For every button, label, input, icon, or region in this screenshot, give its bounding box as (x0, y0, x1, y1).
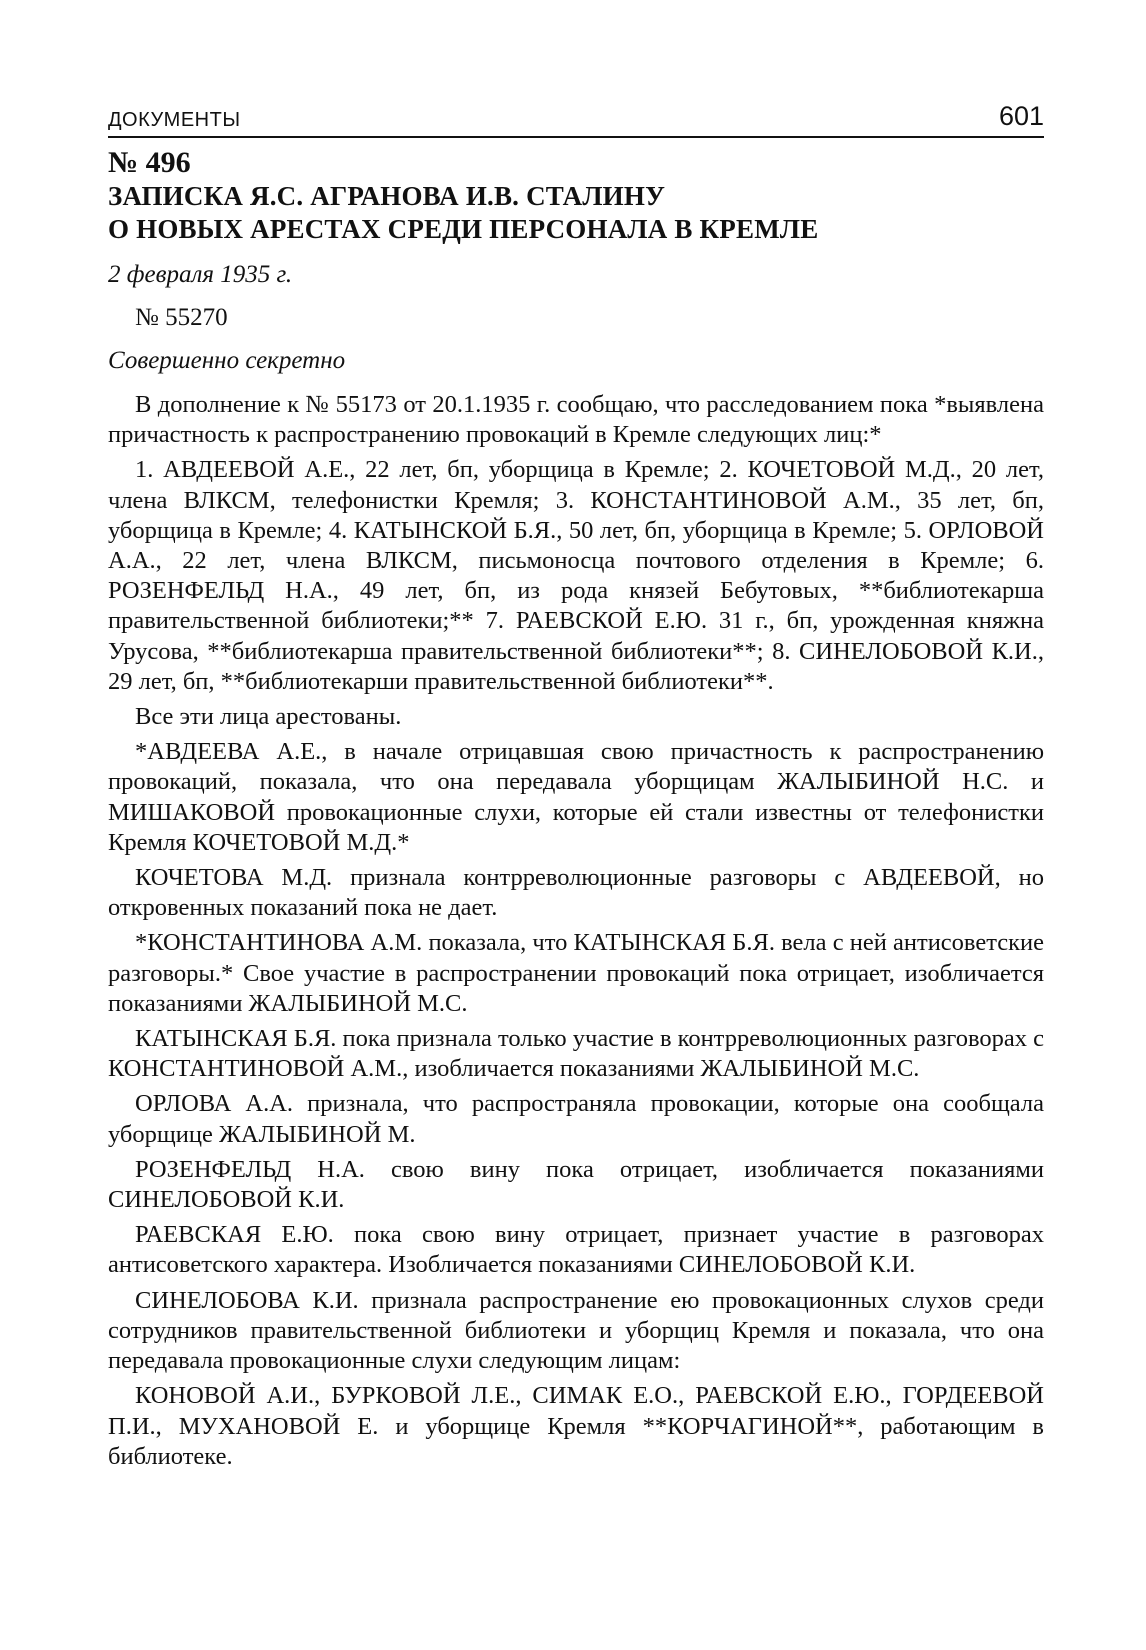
paragraph: КОЧЕТОВА М.Д. признала контрреволюционные разговоры с АВДЕЕВОЙ, но откровенных показаний пока не дает. (108, 864, 1044, 922)
paragraph: КОНОВОЙ А.И., БУРКОВОЙ Л.Е., СИМАК Е.О., РАЕВСКОЙ Е.Ю., ГОРДЕЕВОЙ П.И., МУХАНОВОЙ Е. и уборщице Кремля **КОРЧАГИНОЙ**, работающим в библиотеке. (108, 1382, 1044, 1470)
paragraph: РОЗЕНФЕЛЬД Н.А. свою вину пока отрицает, изобличается показаниями СИНЕЛОБОВОЙ К.И. (108, 1155, 1044, 1214)
document-title-line-1: ЗАПИСКА Я.С. АГРАНОВА И.В. СТАЛИНУ (108, 181, 666, 211)
document-page (108, 92, 1044, 1477)
paragraph: РАЕВСКАЯ Е.Ю. пока свою вину отрицает, признает участие в разговорах антисоветского характера. Изобличается показаниями СИНЕЛОБОВОЙ К.И. (108, 1221, 1044, 1279)
document-title-line-2: О НОВЫХ АРЕСТАХ СРЕДИ ПЕРСОНАЛА В КРЕМЛЕ (108, 214, 819, 244)
paragraph: СИНЕЛОБОВА К.И. признала распространение ею провокационных слухов среди сотрудников правительственной библиотеки и уборщиц Кремля и показала, что она передавала провокационные слухи следующим лицам: (108, 1286, 1044, 1375)
registration-number: № 55270 (135, 304, 228, 331)
classification-label: Совершенно секретно (108, 347, 346, 374)
running-head (108, 92, 1044, 138)
paragraph: ОРЛОВА А.А. признала, что распространяла провокации, которые она сообщала уборщице ЖАЛЫБИНОЙ М. (108, 1090, 1044, 1148)
paragraph: Все эти лица арестованы. (135, 703, 402, 731)
section-label: ДОКУМЕНТЫ (108, 109, 241, 131)
document-body (108, 390, 1044, 1472)
paragraph: *КОНСТАНТИНОВА А.М. показала, что КАТЫНСКАЯ Б.Я. вела с ней антисоветские разговоры.* Свое участие в распространении провокаций пока отрицает, изобличается показаниями ЖАЛЫБИНОЙ М.С. (108, 929, 1044, 1017)
document-number: № 496 (108, 146, 191, 179)
document-date: 2 февраля 1935 г. (108, 261, 293, 288)
paragraph: В дополнение к № 55173 от 20.1.1935 г. сообщаю, что расследованием пока *выявлена причастность к распространению провокаций в Кремле следующих лиц:* (108, 391, 1044, 449)
paragraph: *АВДЕЕВА А.Е., в начале отрицавшая свою причастность к распространению провокаций, показала, что она передавала уборщицам ЖАЛЫБИНОЙ Н.С. и МИШАКОВОЙ провокационные слухи, которые ей стали известны от телефонистки Кремля КОЧЕТОВОЙ М.Д.* (108, 738, 1044, 856)
paragraph: 1. АВДЕЕВОЙ А.Е., 22 лет, бп, уборщица в Кремле; 2. КОЧЕТОВОЙ М.Д., 20 лет, члена ВЛКСМ, телефонистки Кремля; 3. КОНСТАНТИНОВОЙ А.М., 35 лет, бп, уборщица в Кремле; 4. КАТЫНСКОЙ Б.Я., 50 лет, бп, уборщица в Кремле; 5. ОРЛОВОЙ А.А., 22 лет, члена ВЛКСМ, письмоносца почтового отделения в Кремле; 6. РОЗЕНФЕЛЬД Н.А., 49 лет, бп, из рода князей Бебутовых, **библиотекарша правительственной библиотеки;** 7. РАЕВСКОЙ Е.Ю. 31 г., бп, урожденная княжна Урусова, **библиотекарша правительственной библиотеки**; 8. СИНЕЛОБОВОЙ К.И., 29 лет, бп, **библиотекарши правительственной библиотеки**. (108, 456, 1044, 695)
paragraph: КАТЫНСКАЯ Б.Я. пока признала только участие в контрреволюционных разговорах с КОНСТАНТИНОВОЙ А.М., изобличается показаниями ЖАЛЫБИНОЙ М.С. (108, 1025, 1044, 1083)
page-number: 601 (998, 101, 1044, 131)
